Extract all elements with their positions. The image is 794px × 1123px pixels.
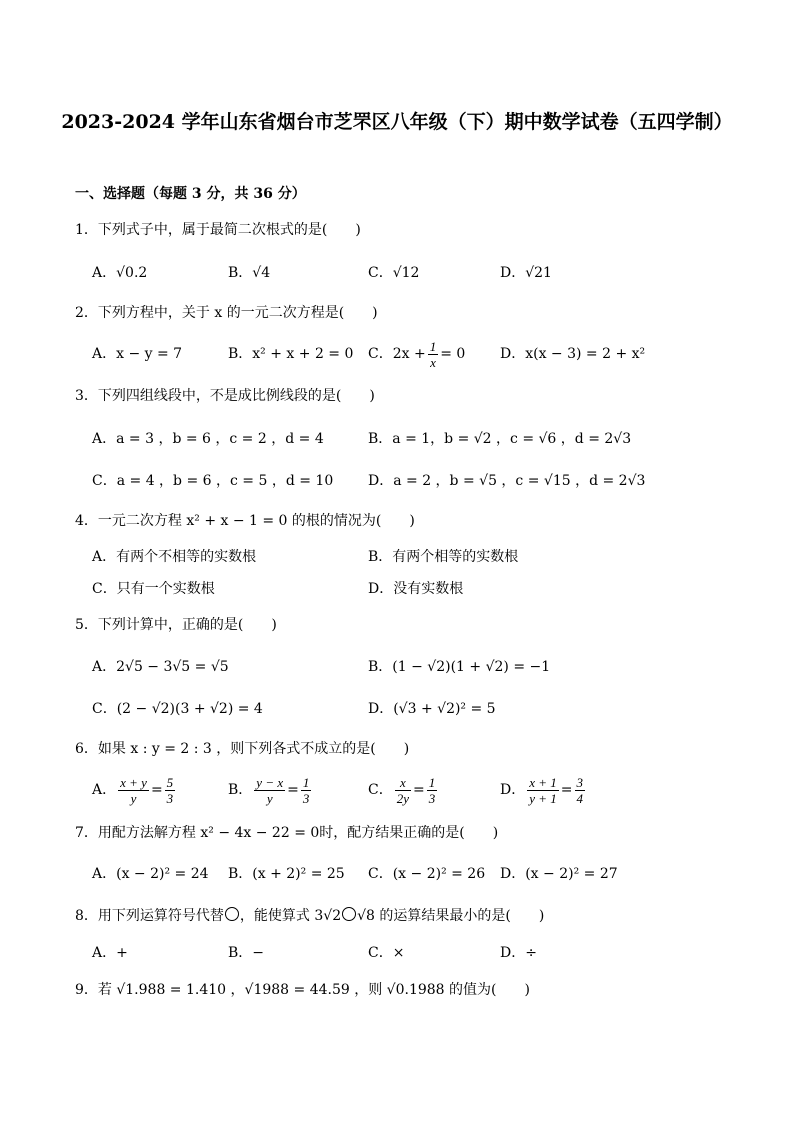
q5-option-b: B．(1 − √2)(1 + √2) = −1	[368, 659, 551, 675]
fraction	[428, 339, 439, 370]
question-4-stem: 4．一元二次方程 x² + x − 1 = 0 的根的情况为( )	[75, 513, 415, 529]
question-3-stem: 3．下列四组线段中，不是成比例线段的是( )	[75, 388, 375, 404]
fraction-numerator: 1	[302, 774, 310, 790]
q8-option-c: C．×	[368, 945, 405, 961]
fraction-numerator: x + y	[120, 774, 147, 790]
q7-option-a: A．(x − 2)² = 24	[92, 866, 209, 882]
q5-option-d: D．(√3 + √2)² = 5	[368, 701, 496, 717]
circle-placeholder-icon	[342, 907, 356, 921]
q3-option-a: A．a = 3 ，b = 6 ，c = 2 ，d = 4	[92, 431, 324, 447]
fraction-numerator: x + 1	[529, 774, 557, 790]
equals-sign: =	[287, 782, 299, 798]
q3-option-d: D．a = 2 ，b = √5 ，c = √15 ，d = 2√3	[368, 473, 646, 489]
q6-option-b	[228, 772, 313, 808]
q4-option-b: B．有两个相等的实数根	[368, 549, 519, 565]
q1-option-b: B．√4	[228, 265, 271, 281]
q3-option-c: C．a = 4 ，b = 6 ，c = 5 ，d = 10	[92, 473, 334, 489]
equals-sign: =	[150, 782, 163, 798]
q8-option-b: B．−	[228, 945, 265, 961]
fraction-numerator: 1	[428, 774, 436, 790]
fraction	[254, 775, 285, 806]
stem-text: √8 的运算结果最小的是( )	[357, 908, 545, 924]
q1-option-a: A．√0.2	[92, 265, 148, 281]
q4-option-c: C．只有一个实数根	[92, 581, 215, 597]
q2-option-c-prefix: C．2x +	[368, 346, 426, 362]
q2-option-a: A．x − y = 7	[92, 346, 183, 362]
fraction	[165, 775, 176, 806]
fraction-denominator: 2y	[396, 790, 409, 806]
fraction-numerator: 3	[576, 774, 584, 790]
question-9-stem: 9．若 √1.988 = 1.410 ，√1988 = 44.59 ，则 √0.1988 的值为( )	[75, 982, 530, 998]
fraction-numerator: y − x	[256, 774, 284, 790]
question-1-stem: 1．下列式子中，属于最简二次根式的是( )	[75, 222, 361, 238]
option-label: D．	[500, 782, 526, 798]
fraction-denominator: y	[130, 790, 137, 806]
q1-option-d: D．√21	[500, 265, 552, 281]
q4-option-d: D．没有实数根	[368, 581, 464, 597]
question-5-stem: 5．下列计算中，正确的是( )	[75, 617, 277, 633]
fraction	[395, 775, 411, 806]
fraction-denominator: 4	[576, 790, 584, 806]
fraction-numerator: 5	[166, 774, 174, 790]
option-label: C．	[368, 782, 393, 798]
fraction-denominator: 3	[302, 790, 310, 806]
stem-text: 8．用下列运算符号代替	[75, 908, 224, 924]
fraction-denominator: y + 1	[529, 790, 557, 806]
exam-title: 2023-2024 学年山东省烟台市芝罘区八年级（下）期中数学试卷（五四学制）	[61, 111, 733, 133]
q2-option-c	[368, 336, 465, 372]
q7-option-c: C．(x − 2)² = 26	[368, 866, 486, 882]
fraction-numerator: 1	[429, 338, 437, 354]
fraction	[527, 775, 559, 806]
section-heading: 一、选择题（每题 3 分，共 36 分）	[75, 186, 306, 202]
q2-option-b: B．x² + x + 2 = 0	[228, 346, 354, 362]
q5-option-c: C．(2 − √2)(3 + √2) = 4	[92, 701, 263, 717]
fraction	[118, 775, 149, 806]
fraction-denominator: x	[430, 354, 436, 370]
q8-option-d: D．÷	[500, 945, 537, 961]
option-label: A．	[92, 782, 117, 798]
q7-option-b: B．(x + 2)² = 25	[228, 866, 345, 882]
q5-option-a: A．2√5 − 3√5 = √5	[92, 659, 229, 675]
circle-placeholder-icon	[225, 907, 239, 921]
q1-option-c: C．√12	[368, 265, 420, 281]
q6-option-c	[368, 772, 439, 808]
question-2-stem: 2．下列方程中，关于 x 的一元二次方程是( )	[75, 305, 378, 321]
q3-option-b: B．a = 1，b = √2 ，c = √6 ，d = 2√3	[368, 431, 632, 447]
fraction-denominator: 3	[428, 790, 436, 806]
fraction	[301, 775, 312, 806]
fraction-denominator: 3	[166, 790, 174, 806]
stem-text: ，能使算式 3√2	[239, 908, 342, 924]
q2-option-c-suffix: = 0	[440, 346, 466, 362]
fraction-denominator: y	[266, 790, 273, 806]
q4-option-a: A．有两个不相等的实数根	[92, 549, 257, 565]
equals-sign: =	[560, 782, 573, 798]
fraction	[427, 775, 438, 806]
q8-option-a: A．+	[92, 945, 128, 961]
fraction	[575, 775, 586, 806]
fraction-numerator: x	[395, 775, 411, 791]
q2-option-d: D．x(x − 3) = 2 + x²	[500, 346, 646, 362]
question-6-stem: 6．如果 x : y = 2 : 3 ，则下列各式不成立的是( )	[75, 741, 410, 757]
option-label: B．	[228, 782, 253, 798]
q6-option-a	[92, 772, 177, 808]
q6-option-d	[500, 772, 587, 808]
equals-sign: =	[413, 782, 425, 798]
question-8-stem	[75, 906, 544, 926]
question-7-stem: 7．用配方法解方程 x² − 4x − 22 = 0时，配方结果正确的是( )	[75, 825, 499, 841]
q7-option-d: D．(x − 2)² = 27	[500, 866, 618, 882]
